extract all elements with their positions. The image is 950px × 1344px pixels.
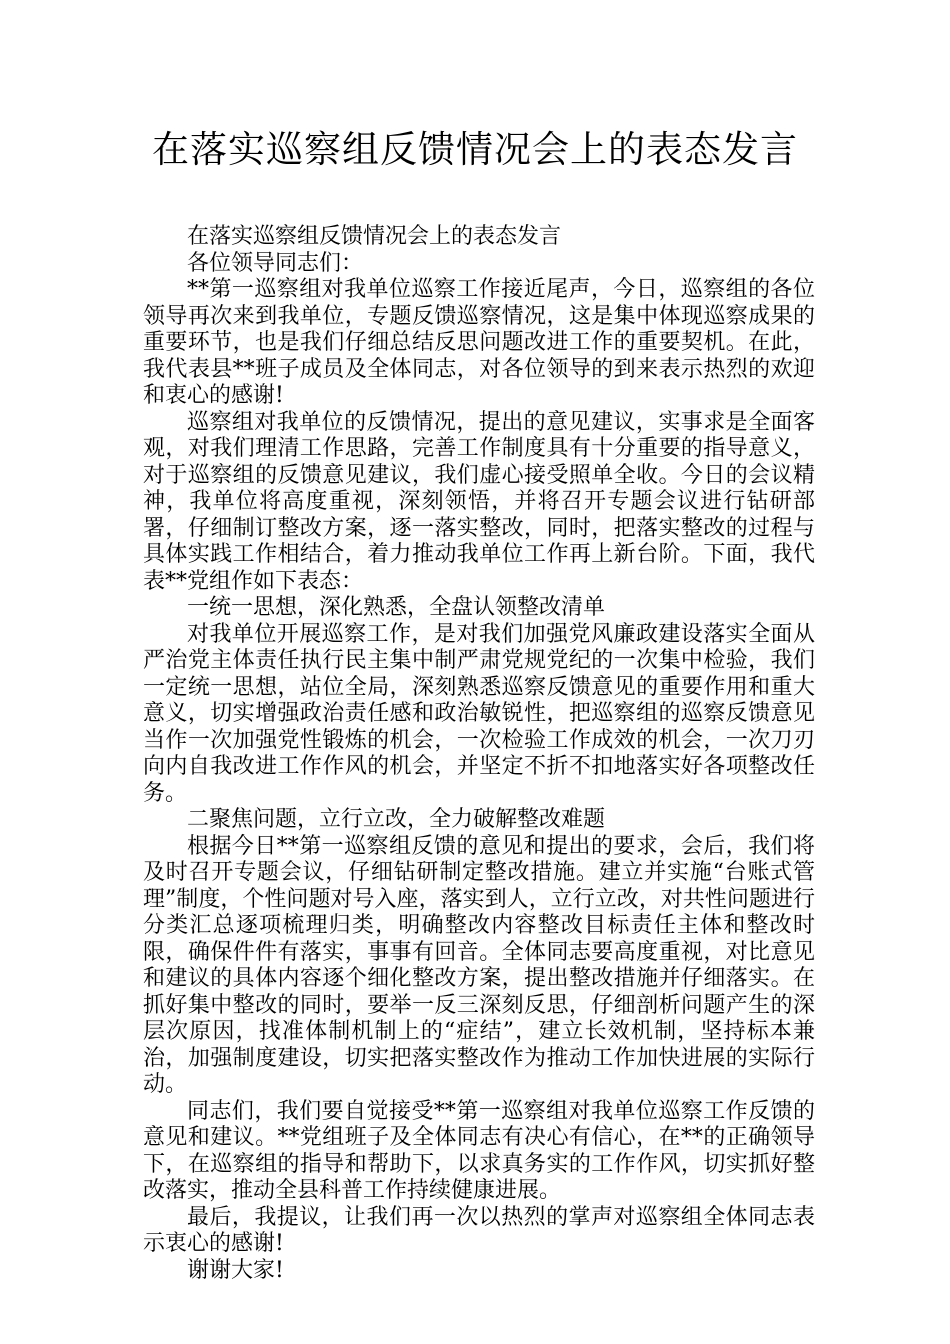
thanks-line: 谢谢大家!: [187, 1257, 284, 1283]
paragraph-section-1: 对我单位开展巡察工作，是对我们加强党风廉政建设落实全面从严治党主体责任执行民主集中制严肃党规党纪的一次集中检验，我们一定统一思想，站位全局，深刻熟悉巡察反馈意见的重要作用和重大意义，切实增强政治责任感和政治敏锐性，把巡察组的巡察反馈意见当作一次加强党性锻炼的机会，一次检验工作成效的机会，一次刀刃向内自我改进工作作风的机会，并坚定不折不扣地落实好各项整改任务。: [143, 621, 815, 806]
paragraph-closing: 同志们，我们要自觉接受**第一巡察组对我单位巡察工作反馈的意见和建议。**党组班子及全体同志有决心有信心，在**的正确领导下，在巡察组的指导和帮助下，以求真务实的工作作风，切实抓好整改落实，推动全县科普工作持续健康进展。: [143, 1098, 815, 1203]
section-heading-2: 二聚焦问题，立行立改，全力破解整改难题: [187, 807, 606, 832]
paragraph-opening: **第一巡察组对我单位巡察工作接近尾声，今日，巡察组的各位领导再次来到我单位，专题反馈巡察情况，这是集中体现巡察成果的重要环节，也是我们仔细总结反思问题改进工作的重要契机。在此，我代表县**班子成员及全体同志，对各位领导的到来表示热烈的欢迎和衷心的感谢!: [143, 277, 815, 408]
paragraph-response: 巡察组对我单位的反馈情况，提出的意见建议，实事求是全面客观，对我们理清工作思路，完善工作制度具有十分重要的指导意义，对于巡察组的反馈意见建议，我们虚心接受照单全收。今日的会议精神，我单位将高度重视，深刻领悟，并将召开专题会议进行钻研部署，仔细制订整改方案，逐一落实整改，同时，把落实整改的过程与具体实践工作相结合，着力推动我单位工作再上新台阶。下面，我代表**党组作如下表态：: [143, 409, 815, 594]
paragraph-final: 最后，我提议，让我们再一次以热烈的掌声对巡察组全体同志表示衷心的感谢!: [143, 1204, 815, 1256]
body-heading: 在落实巡察组反馈情况会上的表态发言: [187, 224, 562, 249]
paragraph-section-2: 根据今日**第一巡察组反馈的意见和提出的要求，会后，我们将及时召开专题会议，仔细钻研制定整改措施。建立并实施“台账式管理”制度，个性问题对号入座，落实到人，立行立改，对共性问题进行分类汇总逐项梳理归类，明确整改内容整改目标责任主体和整改时限，确保件件有落实，事事有回音。全体同志要高度重视，对比意见和建议的具体内容逐个细化整改方案，提出整改措施并仔细落实。在抓好集中整改的同时，要举一反三深刻反思，仔细剖析问题产生的深层次原因，找准体制机制上的“症结”，建立长效机制，坚持标本兼治，加强制度建设，切实把落实整改作为推动工作加快进展的实际行动。: [143, 833, 815, 1097]
document-title: 在落实巡察组反馈情况会上的表态发言: [152, 128, 798, 171]
salutation: 各位领导同志们：: [187, 250, 364, 276]
section-heading-1: 一统一思想，深化熟悉，全盘认领整改清单: [187, 595, 606, 620]
document-body: [143, 224, 815, 1284]
